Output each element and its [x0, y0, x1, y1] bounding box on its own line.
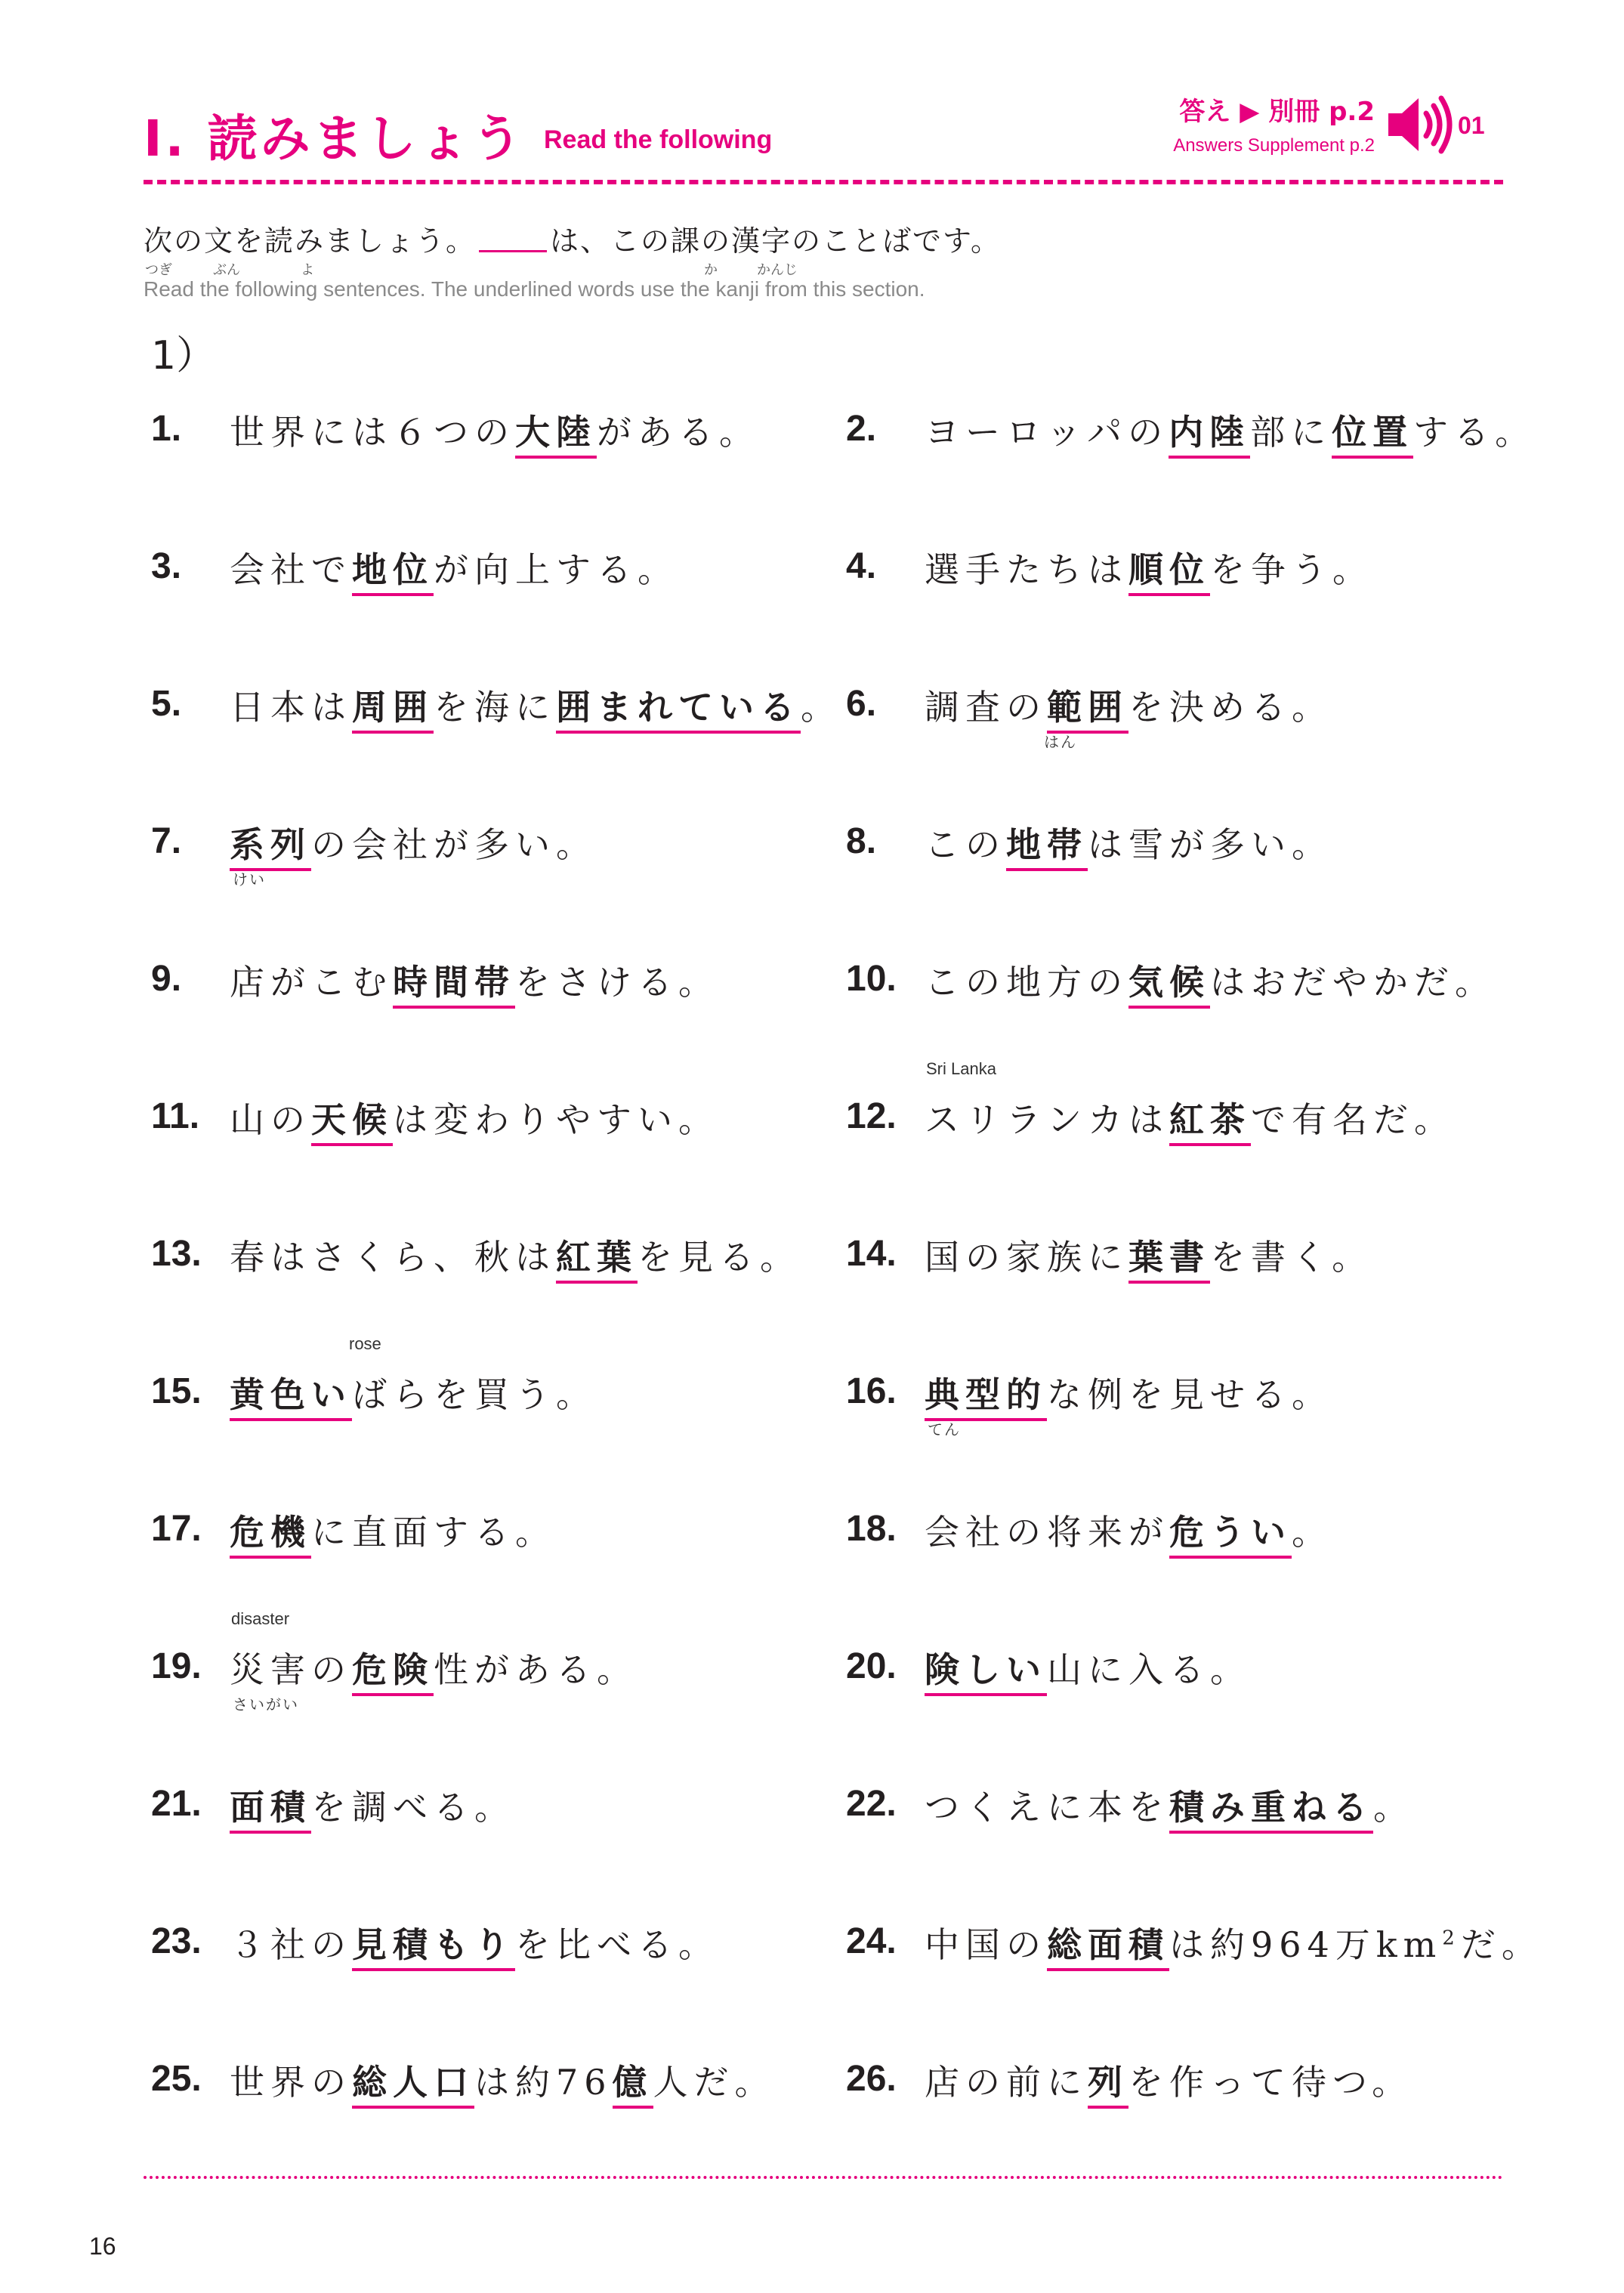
exercise-number: 11. — [151, 1096, 200, 1136]
sentence-text: は雪が多い。 — [1088, 824, 1332, 865]
exercise-item — [846, 958, 1526, 1026]
exercise-number: 13. — [151, 1234, 202, 1274]
exercise-number: 5. — [151, 684, 182, 724]
exercise-item — [846, 820, 1526, 888]
exercise-number: 4. — [846, 546, 877, 586]
exercise-sentence — [925, 817, 1332, 867]
ruby-tsugi: つぎ — [145, 262, 172, 278]
sentence-text: は約76 — [474, 2062, 613, 2103]
exercise-item — [151, 545, 831, 613]
sentence-text: 店の前に — [925, 2062, 1088, 2103]
sentence-text: はおだやかだ。 — [1210, 962, 1496, 1003]
sentence-text: を見る。 — [638, 1237, 801, 1278]
ruby-kanji: かんじ — [757, 262, 798, 278]
exercise-number: 8. — [846, 821, 877, 861]
exercise-number: 22. — [846, 1784, 897, 1824]
exercise-item — [846, 1783, 1526, 1851]
exercise-sentence — [925, 542, 1373, 592]
instructions — [144, 218, 1503, 301]
target-word: 見積もり — [352, 1924, 515, 1971]
exercise-sentence — [230, 2055, 776, 2105]
sentence-text: 。 — [801, 687, 841, 728]
target-word: 危うい — [1169, 1512, 1292, 1559]
exercise-number: 21. — [151, 1784, 202, 1824]
instructions-jp-part2: は、この課の漢字のことばです。 — [550, 224, 1001, 258]
sentence-text: 。 — [1292, 1512, 1332, 1553]
exercise-number: 23. — [151, 1921, 202, 1961]
audio-track-number: 01 — [1458, 112, 1485, 139]
target-word: 系列 — [230, 824, 311, 871]
sentence-text: は変わりやすい。 — [393, 1099, 719, 1140]
target-word: 総人口 — [352, 2062, 474, 2109]
target-word: 紅葉 — [556, 1237, 638, 1284]
sentence-text: だ。 — [1460, 1924, 1542, 1965]
exercise-sentence — [925, 955, 1496, 1005]
sentence-text: 選手たちは — [925, 549, 1128, 590]
target-word: 囲まれている — [556, 687, 801, 734]
exercise-number: 20. — [846, 1646, 897, 1686]
exercise-number: 24. — [846, 1921, 897, 1961]
target-word: 順位 — [1128, 549, 1210, 596]
sentence-text: 中国の — [925, 1924, 1047, 1965]
sentence-text: 。 — [1373, 1787, 1414, 1828]
exercise-item — [846, 1371, 1526, 1439]
answers-reference — [1173, 91, 1375, 156]
exercise-number: 9. — [151, 959, 182, 999]
english-gloss: Sri Lanka — [926, 1059, 996, 1078]
page-number: 16 — [89, 2233, 116, 2260]
target-word: 危機 — [230, 1512, 311, 1559]
target-word: 億 — [613, 2062, 653, 2109]
exercise-number: 19. — [151, 1646, 202, 1686]
superscript-wrap — [1442, 1927, 1461, 1950]
sentence-text: つくえに本を — [925, 1787, 1169, 1828]
exercise-sentence — [230, 1367, 597, 1417]
sentence-text: 山に入る。 — [1047, 1649, 1251, 1690]
sentence-text: に直面する。 — [311, 1512, 556, 1553]
exercise-item — [151, 820, 831, 888]
exercise-sentence — [230, 542, 678, 592]
exercise-number: 25. — [151, 2059, 202, 2099]
sentence-text: を調べる。 — [311, 1787, 515, 1828]
ruby-ka: か — [704, 262, 718, 278]
exercise-item — [846, 408, 1536, 476]
sentence-text: を作って待つ。 — [1128, 2062, 1413, 2103]
target-word: 積み重ねる — [1169, 1787, 1373, 1834]
target-word: 葉書 — [1128, 1237, 1210, 1284]
exercise-number: 12. — [846, 1096, 897, 1136]
exercise-item — [846, 683, 1526, 751]
ruby-yo: よ — [301, 262, 314, 278]
target-word: 黄色い — [230, 1374, 352, 1421]
sentence-text: をさける。 — [515, 962, 719, 1003]
target-word: 気候 — [1128, 962, 1210, 1009]
exercise-label: 1） — [151, 333, 216, 379]
instructions-jp-part1: 次の文を読みましょう。 — [144, 224, 477, 258]
sentence-text: 会社の将来が — [925, 1512, 1169, 1553]
sentence-text: 会社で — [230, 549, 352, 590]
exercise-item — [151, 683, 841, 751]
answers-reference-jp: 答え ▶ 別冊 p.2 — [1179, 97, 1375, 127]
sentence-text: 部に — [1250, 412, 1332, 453]
exercise-item — [151, 1921, 831, 1989]
target-word: 紅茶 — [1169, 1099, 1251, 1146]
sentence-text: ３社の — [230, 1924, 352, 1965]
target-word: 大陸 — [515, 412, 597, 459]
section-header — [144, 98, 1496, 181]
ruby-bun: ぶん — [213, 262, 240, 278]
target-word: 列 — [1088, 2062, 1128, 2109]
exercise-sentence — [925, 1230, 1372, 1280]
exercise-sentence — [925, 1505, 1332, 1555]
superscript: 2 — [1442, 1927, 1461, 1950]
exercise-item — [846, 1508, 1526, 1576]
exercise-number: 10. — [846, 959, 897, 999]
sentence-text: を海に — [434, 687, 556, 728]
sentence-text: を争う。 — [1210, 549, 1373, 590]
sentence-text: この地方の — [925, 962, 1128, 1003]
sentence-text: ばらを買う。 — [352, 1374, 597, 1415]
exercise-number: 3. — [151, 546, 182, 586]
exercise-sentence — [230, 1505, 556, 1555]
exercise-item — [151, 1783, 831, 1851]
english-gloss: rose — [349, 1334, 381, 1353]
exercise-sentence — [925, 1642, 1251, 1692]
sentence-text: ヨーロッパの — [925, 412, 1169, 453]
sentence-text: 世界には６つの — [230, 412, 515, 453]
sentence-text: で有名だ。 — [1251, 1099, 1455, 1140]
exercise-item — [151, 1334, 831, 1439]
target-word: 内陸 — [1169, 412, 1250, 459]
exercise-sentence — [925, 1918, 1542, 1967]
exercise-item — [151, 408, 831, 476]
target-word: 危険 — [352, 1649, 434, 1696]
sentence-text: は約964万km — [1169, 1924, 1443, 1965]
exercise-number: 6. — [846, 684, 877, 724]
sentence-text: な例を見せる。 — [1047, 1374, 1332, 1415]
speaker-icon — [1382, 91, 1458, 159]
sentence-text: 国の家族に — [925, 1237, 1128, 1278]
exercise-sentence — [925, 680, 1332, 730]
exercise-sentence — [230, 1230, 801, 1280]
exercise-sentence — [230, 1780, 515, 1830]
sentence-text: 世界の — [230, 2062, 352, 2103]
target-word: 天候 — [311, 1099, 393, 1146]
exercise-sentence — [925, 405, 1536, 455]
exercise-item — [846, 1646, 1526, 1714]
exercise-number: 14. — [846, 1234, 897, 1274]
exercise-sentence — [230, 1642, 638, 1692]
sentence-text: 春はさくら、秋は — [230, 1237, 556, 1278]
sentence-text: 日本は — [230, 687, 352, 728]
furigana: さいがい — [233, 1695, 299, 1714]
target-word: 範囲 — [1047, 687, 1128, 734]
exercise-item — [151, 958, 831, 1026]
target-word: 時間帯 — [393, 962, 515, 1009]
exercise-item — [151, 1233, 831, 1301]
exercise-item — [846, 1921, 1542, 1989]
sentence-text: の会社が多い。 — [311, 824, 597, 865]
target-word: 位置 — [1332, 412, 1413, 459]
exercise-sentence — [230, 817, 597, 867]
exercise-item — [151, 1508, 831, 1576]
furigana: はん — [1044, 733, 1077, 751]
exercise-number: 17. — [151, 1509, 202, 1549]
exercise-number: 18. — [846, 1509, 897, 1549]
sentence-text: 調査の — [925, 687, 1047, 728]
exercise-item — [846, 545, 1526, 613]
exercise-number: 26. — [846, 2059, 897, 2099]
english-gloss: disaster — [231, 1609, 290, 1628]
target-word: 総面積 — [1047, 1924, 1169, 1971]
instructions-ruby — [144, 259, 1503, 277]
exercise-item — [846, 2058, 1526, 2126]
section-title: Ⅰ. 読みましょう — [144, 110, 525, 168]
sentence-text: が向上する。 — [434, 549, 678, 590]
target-word: 地位 — [352, 549, 434, 596]
footer-divider — [144, 2176, 1503, 2179]
exercise-sentence — [925, 1780, 1414, 1830]
target-word: 周囲 — [352, 687, 434, 734]
furigana: てん — [928, 1420, 961, 1439]
sentence-text: する。 — [1413, 412, 1536, 453]
exercise-sentence — [925, 1367, 1332, 1417]
exercise-sentence — [230, 680, 841, 730]
exercise-sentence — [925, 1092, 1455, 1142]
exercise-item — [151, 2058, 831, 2126]
instructions-en: Read the following sentences. The underlined words use the kanji from this section. — [144, 277, 925, 301]
exercise-sentence — [230, 405, 760, 455]
exercise-number: 1. — [151, 409, 182, 449]
underline-sample — [479, 227, 547, 252]
sentence-text: を比べる。 — [515, 1924, 719, 1965]
furigana: けい — [233, 870, 266, 888]
exercise-item — [151, 1096, 831, 1163]
exercise-item — [846, 1059, 1526, 1163]
sentence-text: を書く。 — [1210, 1237, 1373, 1278]
exercise-number: 15. — [151, 1371, 202, 1411]
exercise-number: 2. — [846, 409, 877, 449]
exercise-number: 16. — [846, 1371, 897, 1411]
target-word: 険しい — [925, 1649, 1047, 1696]
exercise-sentence — [230, 1092, 719, 1142]
sentence-text: 性がある。 — [434, 1649, 638, 1690]
exercise-sentence — [925, 2055, 1413, 2105]
sentence-text: がある。 — [597, 412, 760, 453]
sentence-text: を決める。 — [1128, 687, 1332, 728]
answers-reference-en: Answers Supplement p.2 — [1173, 135, 1375, 156]
exercise-sentence — [230, 1918, 719, 1967]
exercise-item — [846, 1233, 1526, 1301]
exercise-item — [151, 1609, 831, 1714]
audio-track-badge[interactable] — [1382, 91, 1496, 159]
header-divider — [144, 180, 1503, 184]
exercise-number: 7. — [151, 821, 182, 861]
target-word: 典型的 — [925, 1374, 1047, 1421]
sentence-text: この — [925, 824, 1006, 865]
sentence-text: 人だ。 — [653, 2062, 776, 2103]
target-word: 面積 — [230, 1787, 311, 1834]
exercise-sentence — [230, 955, 719, 1005]
instructions-jp — [144, 218, 1503, 259]
section-title-english: Read the following — [544, 125, 773, 154]
sentence-text: 災害の — [230, 1649, 352, 1690]
target-word: 地帯 — [1006, 824, 1088, 871]
sentence-text: 山の — [230, 1099, 311, 1140]
sentence-text: 店がこむ — [230, 962, 393, 1003]
sentence-text: スリランカは — [925, 1099, 1169, 1140]
